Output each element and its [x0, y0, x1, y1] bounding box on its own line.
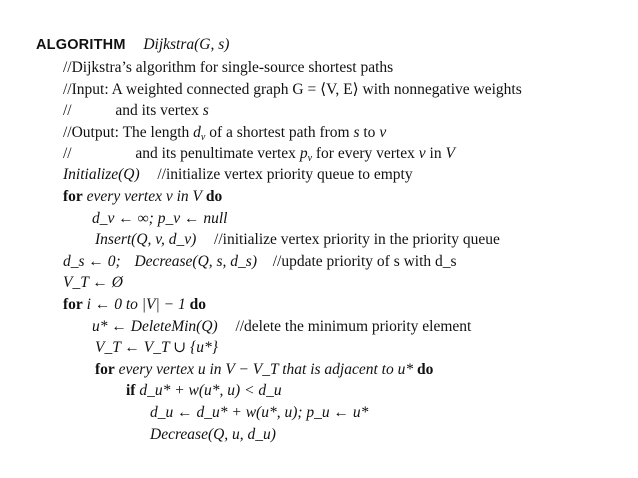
if-keyword: if [126, 382, 136, 399]
code-initialize [63, 166, 413, 184]
code-for-adjacent [95, 361, 433, 379]
code-assign-init [92, 210, 227, 228]
comment-output-mid: of a shortest path from [209, 124, 350, 141]
comment-line-1 [63, 59, 393, 77]
for-adjacent-text: every vertex u in V − V_T that is adjacent to u* [118, 361, 414, 378]
code-vt-update [95, 339, 218, 357]
for-keyword-3: for [95, 361, 115, 378]
decrease-call: Decrease(Q, s, d_s) [134, 253, 257, 270]
comment-line-4 [63, 124, 386, 142]
delete-min-call: DeleteMin(Q) [130, 318, 218, 335]
insert-call: Insert(Q, v, d_v) [95, 231, 197, 248]
comment-var-v2: v [418, 145, 426, 162]
for-keyword: for [63, 188, 83, 205]
comment-line-2 [63, 81, 522, 99]
comment-penultimate: and its penultimate vertex [135, 145, 296, 162]
code-relax [150, 404, 368, 422]
comment-var-s: s [202, 102, 209, 119]
code-if-condition [126, 382, 282, 400]
code-for-iterations [63, 296, 206, 314]
for-keyword-2: for [63, 296, 83, 313]
comment-to: to [363, 124, 376, 141]
comment-in: in [429, 145, 442, 162]
algorithm-keyword: ALGORITHM [36, 37, 126, 53]
do-keyword-2: do [189, 296, 206, 313]
comment-var-p: p [299, 145, 308, 162]
source-assign: d_s ← 0; [63, 253, 121, 270]
comment-var-v: v [379, 124, 387, 141]
if-condition-text: d_u* + w(u*, u) < d_u [139, 382, 282, 399]
comment-output: //Output: The length [63, 124, 190, 141]
initialize-comment: //initialize vertex priority queue to empty [157, 166, 413, 183]
code-delete-min [92, 318, 471, 336]
algorithm-signature: Dijkstra(G, s) [143, 36, 230, 53]
do-keyword-3: do [416, 361, 434, 378]
code-for-vertices [63, 188, 222, 206]
delete-lhs: u* ← [92, 318, 127, 335]
decrease-comment: //update priority of s with d_s [272, 253, 457, 270]
comment-sub-v2: v [307, 153, 313, 164]
comment-every-vertex: for every vertex [315, 145, 415, 162]
comment-slashes-2: // [63, 145, 72, 162]
code-insert [95, 231, 500, 249]
comment-slashes: // [63, 102, 72, 119]
comment-description: //Dijkstra’s algorithm for single-source shortest paths [63, 59, 394, 76]
code-decrease-u [150, 426, 276, 444]
for-vertices-text: every vertex v in V [86, 188, 202, 205]
do-keyword: do [205, 188, 223, 205]
comment-sub-v: v [200, 132, 206, 143]
code-vt-init [63, 274, 123, 292]
algorithm-header [36, 36, 229, 54]
initialize-call: Initialize(Q) [63, 166, 140, 183]
delete-comment: //delete the minimum priority element [235, 318, 472, 335]
assign-init-text: d_v ← ∞; p_v ← null [92, 210, 228, 227]
code-source-init [63, 253, 457, 271]
decrease-u-call: Decrease(Q, u, d_u) [150, 426, 276, 443]
for-iterations-text: i ← 0 to |V| − 1 [86, 296, 186, 313]
relax-text: d_u ← d_u* + w(u*, u); p_u ← u* [150, 404, 369, 421]
insert-comment: //initialize vertex priority in the priority queue [214, 231, 500, 248]
comment-var-V: V [445, 145, 455, 162]
comment-var-d: d [193, 124, 201, 141]
comment-var-s2: s [353, 124, 360, 141]
comment-input: //Input: A weighted connected graph G = ⟨V, E⟩ with nonnegative weights [63, 81, 522, 98]
comment-line-5 [63, 145, 455, 163]
vt-init-text: V_T ← Ø [63, 274, 124, 291]
comment-input-cont: and its vertex [115, 102, 199, 119]
vt-update-text: V_T ← V_T ∪ {u*} [95, 339, 219, 356]
comment-line-3 [63, 102, 209, 120]
